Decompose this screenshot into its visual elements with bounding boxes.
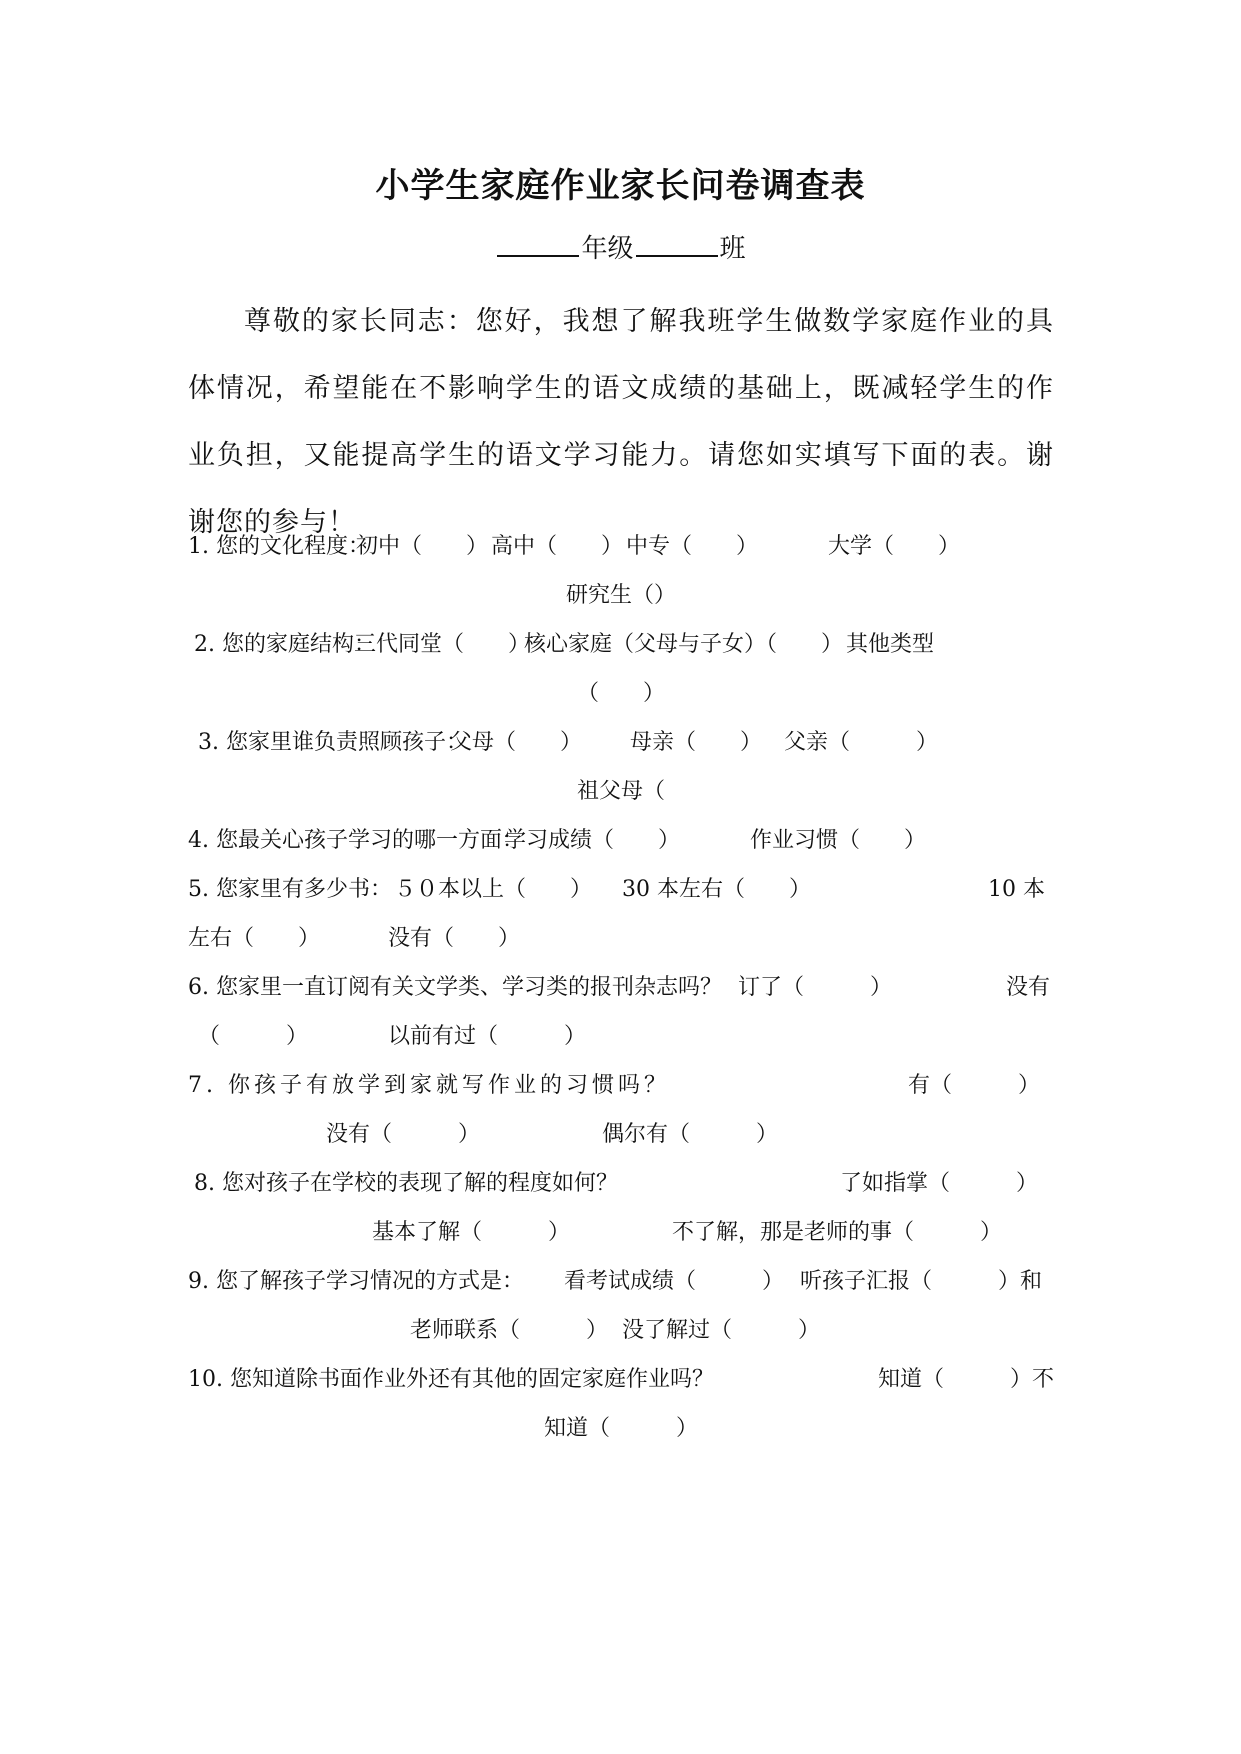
question-5 [188,865,1054,963]
q7-option-sometimes[interactable]: 偶尔有（ ） [602,1122,779,1147]
q4-option-homework-habits[interactable]: 作业习惯（ ） [750,828,927,853]
q1-option-junior-high[interactable]: 初中（ ） [356,534,489,559]
class-blank[interactable] [636,231,718,257]
q2-option-other-blank[interactable]: （ ） [576,681,665,706]
question-10-prompt: 10. 您知道除书面作业外还有其他的固定家庭作业吗？ [188,1367,714,1392]
question-9-prompt: 9. 您了解孩子学习情况的方式是： [188,1269,524,1294]
question-3 [188,718,1054,816]
q3-option-parents[interactable]: 父母（ ） [450,730,583,755]
question-1 [188,522,1054,620]
q9-option-exam-scores[interactable]: 看考试成绩（ ） [564,1269,785,1294]
question-8-prompt: 8. 您对孩子在学校的表现了解的程度如何？ [194,1171,618,1196]
q5-option-about-30[interactable]: 30 本左右（ ） [622,877,811,902]
q1-option-university[interactable]: 大学（ ） [828,534,961,559]
page-title: 小学生家庭作业家长问卷调查表 [375,166,866,206]
question-8 [188,1159,1054,1257]
question-6-prompt: 6. 您家里一直订阅有关文学类、学习类的报刊杂志吗？ [188,975,722,1000]
question-4 [188,816,1054,865]
q10-option-dont-know[interactable]: 知道（ ） [543,1416,698,1441]
q2-option-nuclear-family[interactable]: 核心家庭（父母与子女）（ ） [524,632,844,657]
q10-option-know[interactable]: 知道（ ）不 [878,1367,1055,1392]
q5-option-about-10-cont[interactable]: 左右（ ） [188,926,321,951]
q8-option-not-aware[interactable]: 不了解，那是老师的事（ ） [672,1220,1003,1245]
q9-option-child-report[interactable]: 听孩子汇报（ ）和 [800,1269,1043,1294]
q8-option-basically-aware[interactable]: 基本了解（ ） [372,1220,571,1245]
class-label: 班 [719,234,746,264]
question-5-prompt: 5. 您家里有多少书： [188,877,392,902]
intro-paragraph: 尊敬的家长同志：您好，我想了解我班学生做数学家庭作业的具体情况，希望能在不影响学生的语文成绩的基础上，既减轻学生的作业负担，又能提高学生的语文学习能力。请您如实填写下面的表。谢谢您的参与！ [188,306,1054,538]
q6-option-no-blank[interactable]: （ ） [198,1024,309,1049]
q1-option-postgraduate[interactable]: 研究生（） [565,583,676,608]
q7-option-yes[interactable]: 有（ ） [908,1073,1041,1098]
question-2 [188,620,1054,718]
question-2-prompt: 2. 您的家庭结构： [194,632,376,657]
question-1-prompt: 1. 您的文化程度： [188,534,370,559]
q7-option-no[interactable]: 没有（ ） [326,1122,481,1147]
q6-option-previously[interactable]: 以前有过（ ） [388,1024,587,1049]
question-3-prompt: 3. 您家里谁负责照顾孩子： [198,730,468,755]
q5-option-over-50[interactable]: ５０本以上（ ） [394,877,593,902]
q8-option-fully-aware[interactable]: 了如指掌（ ） [840,1171,1039,1196]
question-4-prompt: 4. 您最关心孩子学习的哪一方面： [188,828,524,853]
grade-class-line [0,228,1241,265]
q4-option-grades[interactable]: 学习成绩（ ） [504,828,681,853]
q1-option-senior-high[interactable]: 高中（ ） [491,534,624,559]
q9-option-teacher-contact[interactable]: 老师联系（ ） [410,1318,609,1343]
question-7 [188,1061,1054,1159]
grade-blank[interactable] [497,231,579,257]
q2-option-other[interactable]: 其他类型 [846,632,935,657]
q1-option-technical[interactable]: 中专（ ） [626,534,759,559]
question-9 [188,1257,1054,1355]
q2-option-three-generations[interactable]: 三代同堂（ ） [354,632,531,657]
q6-option-no[interactable]: 没有 [1006,975,1051,1000]
question-6 [188,963,1054,1061]
q3-option-mother[interactable]: 母亲（ ） [630,730,763,755]
question-10 [188,1355,1054,1453]
q5-option-about-10[interactable]: 10 本 [988,877,1045,902]
question-7-prompt: 7. 你孩子有放学到家就写作业的习惯吗？ [188,1073,670,1098]
q6-option-subscribed[interactable]: 订了（ ） [738,975,893,1000]
grade-label: 年级 [581,234,634,264]
q5-option-none[interactable]: 没有（ ） [388,926,521,951]
q3-option-father[interactable]: 父亲（ ） [784,730,939,755]
q3-option-grandparents[interactable]: 祖父母（ [576,779,665,804]
q9-option-never[interactable]: 没了解过（ ） [622,1318,821,1343]
